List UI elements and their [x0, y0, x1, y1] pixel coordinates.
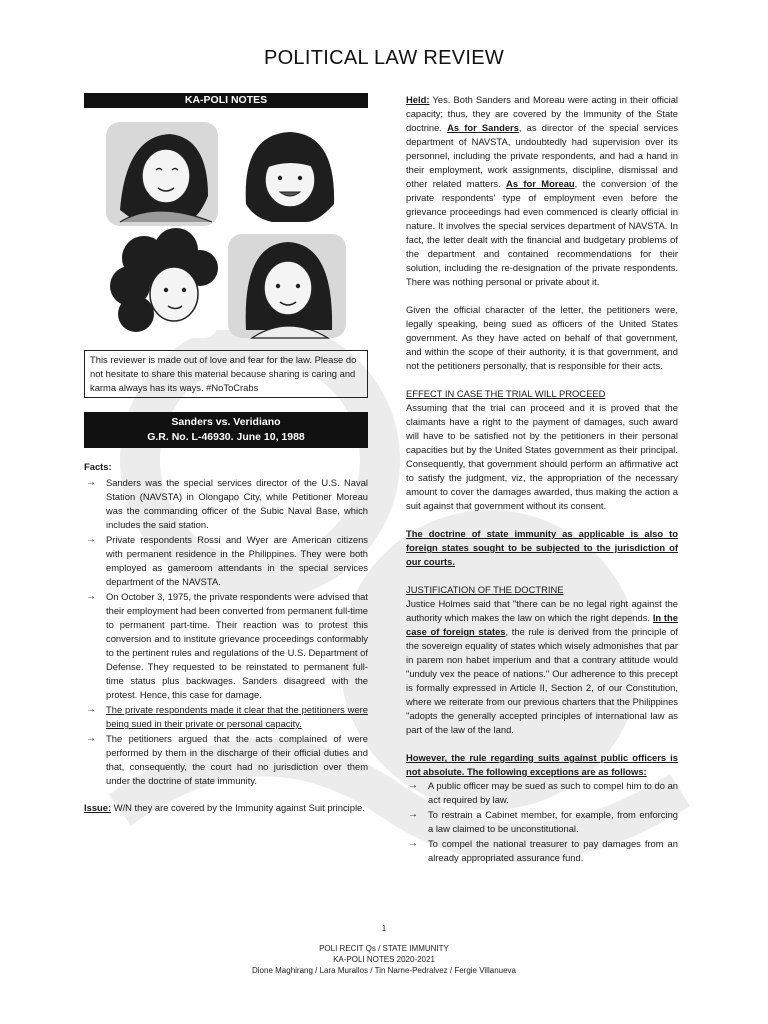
official-character-paragraph: Given the official character of the letter, the petitioners were, legally speaking, being sued as officers of the United States government. As they have acted on behalf of that government, and within the scope of their authority, it is that government, and not the petitioners personally, that is responsible for their acts. [406, 304, 678, 371]
issue-label: Issue: [84, 802, 112, 813]
arrow-icon: → [86, 534, 96, 545]
list-item [406, 808, 678, 836]
arrow-icon: → [86, 733, 96, 744]
case-title-bar [84, 412, 368, 448]
fact-text: The petitioners argued that the acts complained of were performed by them in the discharge of their official duties and that, consequently, the court had no jurisdiction over them under the doctrine of state immunity. [106, 733, 368, 786]
held-text: Yes. Both Sanders and Moreau were acting in their official capacity; thus, they are covered by the Immunity of the State doctrine. [406, 94, 678, 133]
effect-heading: EFFECT IN CASE THE TRIAL WILL PROCEED [406, 388, 606, 399]
issue-text: W/N they are covered by the Immunity against Suit principle. [111, 802, 365, 813]
justification-paragraph [406, 597, 678, 737]
right-column [406, 93, 678, 866]
held-text: , the conversion of the private respondents' type of employment even before the grievance proceedings had even commenced is clearly official in nature. It involves the special services department of NAVSTA. In fact, the letter dealt with the financial and budgetary problems of the department and contained recommendations for their solution, including the re-designation of the private respondents. There was nothing personal or private about it. [406, 178, 678, 287]
footer-authors: Dione Maghirang / Lara Murallos / Tin Narne-Pedralvez / Fergie Villanueva [252, 966, 516, 975]
arrow-icon: → [408, 809, 418, 820]
left-column [84, 93, 368, 815]
issue-paragraph [84, 801, 368, 815]
arrow-icon: → [86, 704, 96, 715]
justification-text: Justice Holmes said that "there can be no legal right against the authority which makes the law on which the right depends. [406, 598, 678, 623]
footer-line-1: POLI RECIT Qs / STATE IMMUNITY [319, 944, 449, 953]
as-for-moreau: As for Moreau [506, 178, 575, 189]
fact-text: On October 3, 1975, the private respondents were advised that their employment had been converted from permanent full-time to permanent part-time. Their reaction was to protest this conversion and to institute grievance proceedings conformably to the pertinent rules and regulations of the U.S. Department of Defense. They requested to be reinstated to permanent full-time status plus backwages. Sanders disagreed with the protest. Hence, this case for damage. [106, 591, 368, 700]
exception-text: To compel the national treasurer to pay damages from an already appropriated assurance fund. [428, 838, 678, 863]
justification-heading: JUSTIFICATION OF THE DOCTRINE [406, 584, 564, 595]
exceptions-intro: However, the rule regarding suits against public officers is not absolute. The following exceptions are as follows: [406, 752, 678, 777]
facts-list [84, 476, 368, 788]
exception-text: A public officer may be sued as such to compel him to do an act required by law. [428, 780, 678, 805]
justification-text: , the rule is derived from the principle of the sovereign equality of states which wisely admonishes that par in parem non habet imperium and that a contrary attitude would "unduly vex the peace of nations." Our adherence to this precept is formally expressed in Article II, Section 2, of our Constitution, where we reiterate from our previous charters that the Philippines "adopts the generally accepted principles of international law as part of the law of the land. [406, 626, 678, 735]
fact-text: Sanders was the special services director of the U.S. Naval Station (NAVSTA) in Olongapo City, while Petitioner Moreau was the commanding officer of the Subic Naval Base, which includes the said station. [106, 477, 368, 530]
list-item [84, 533, 368, 589]
fact-text: The private respondents made it clear that the petitioners were being sued in their private or personal capacity. [106, 704, 368, 729]
arrow-icon: → [408, 838, 418, 849]
page-number: 1 [381, 924, 387, 933]
held-paragraph [406, 93, 678, 289]
list-item [84, 732, 368, 788]
illustration-four-women [96, 118, 356, 342]
arrow-icon: → [86, 591, 96, 602]
exceptions-list [406, 779, 678, 865]
fact-text: Private respondents Rossi and Wyer are American citizens with permanent residence in the Philippines. They were both employed as gameroom attendants in the special services department of the NAVSTA. [106, 534, 368, 587]
list-item [406, 779, 678, 807]
list-item [84, 476, 368, 532]
effect-paragraph: Assuming that the trial can proceed and it is proved that the claimants have a right to the payment of damages, such award will have to be satisfied not by the petitioners in their personal capacities but by the United States government as their principal. Consequently, that government should perform an affirmative act to satisfy the judgment, viz, the appropriation of the necessary amount to cover the damages awarded, thus making the action a suit against that government without its consent. [406, 402, 678, 511]
case-name: Sanders vs. Veridiano [171, 416, 281, 428]
header-bar: KA-POLI NOTES [84, 93, 368, 108]
case-citation: G.R. No. L-46930. June 10, 1988 [147, 431, 305, 443]
held-text: , as director of the special services department of NAVSTA, undoubtedly had supervision over its personnel, including the private respondents, and had a hand in their employment, work assignments, discipline, dismissal and other related matters. [406, 122, 679, 189]
arrow-icon: → [86, 477, 96, 488]
exception-text: To restrain a Cabinet member, for example, from enforcing a law claimed to be unconstitutional. [428, 809, 678, 834]
page-title: POLITICAL LAW REVIEW [263, 47, 505, 69]
foreign-states-phrase: In the case of foreign states [406, 612, 678, 637]
held-label: Held: [406, 94, 430, 105]
list-item [406, 837, 678, 865]
list-item [84, 590, 368, 702]
as-for-sanders: As for Sanders [447, 122, 519, 133]
arrow-icon: → [408, 780, 418, 791]
disclaimer-note: This reviewer is made out of love and fear for the law. Please do not hesitate to share this material because sharing is caring and karma always has its ways. #NoToCrabs [84, 350, 368, 398]
facts-label: Facts: [84, 461, 112, 472]
footer-line-2: KA-POLI NOTES 2020-2021 [333, 955, 435, 964]
list-item [84, 703, 368, 731]
doctrine-statement: The doctrine of state immunity as applicable is also to foreign states sought to be subjected to the jurisdiction of our courts. [406, 528, 678, 567]
